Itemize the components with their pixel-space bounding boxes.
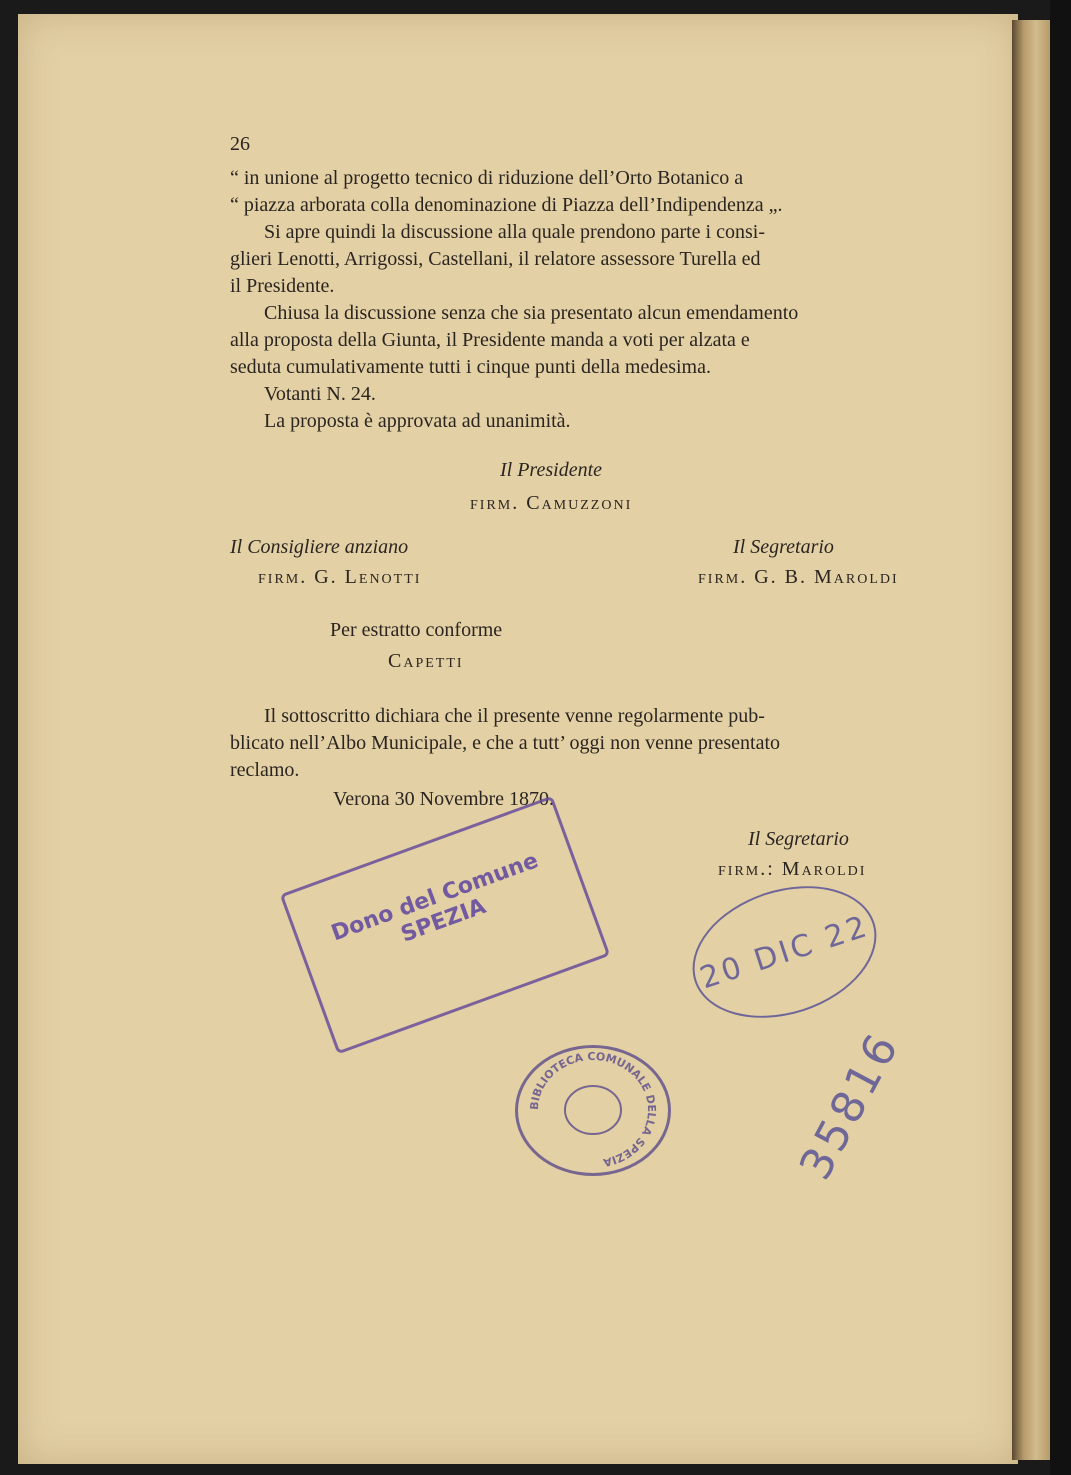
declaration-line-1: Il sottoscritto dichiara che il presente venne regolarmente pub-: [264, 705, 765, 727]
declaration-segretario-title: Il Segretario: [748, 828, 849, 850]
page-number: 26: [230, 133, 250, 155]
book-spine: [1012, 20, 1052, 1460]
scan-edge: [1050, 0, 1071, 1475]
presidente-name: firm. Camuzzoni: [470, 492, 633, 514]
svg-text:BIBLIOTECA COMUNALE DELLA SPEZ: [528, 1050, 658, 1169]
seal-text: BIBLIOTECA COMUNALE DELLA SPEZIA: [527, 1049, 659, 1170]
declaration-segretario-name: firm.: Maroldi: [718, 858, 867, 880]
body-line-1: “ in unione al progetto tecnico di riduzione dell’Orto Botanico a: [230, 167, 744, 189]
body-line-9: Votanti N. 24.: [264, 383, 376, 405]
consigliere-title: Il Consigliere anziano: [230, 536, 409, 558]
body-line-8: seduta cumulativamente tutti i cinque punti della medesima.: [230, 356, 711, 378]
body-line-4: glieri Lenotti, Arrigossi, Castellani, il relatore assessore Turella ed: [230, 248, 761, 270]
extract-line-1: Per estratto conforme: [330, 619, 503, 641]
library-donation-stamp: Dono del Comune SPEZIA: [280, 796, 611, 1055]
body-line-5: il Presidente.: [230, 275, 335, 297]
body-line-2: “ piazza arborata colla denominazione di Piazza dell’Indipendenza „.: [230, 194, 783, 216]
body-line-6: Chiusa la discussione senza che sia presentato alcun emendamento: [264, 302, 799, 324]
declaration-line-3: reclamo.: [230, 759, 300, 781]
segretario-title: Il Segretario: [733, 536, 834, 558]
presidente-title: Il Presidente: [500, 459, 603, 481]
date-stamp: 20 DIC 22: [675, 864, 893, 1040]
segretario-name: firm. G. B. Maroldi: [698, 566, 899, 588]
library-seal: [515, 1045, 671, 1176]
inventory-number: 35816: [789, 1022, 911, 1189]
extract-line-2: Capetti: [388, 650, 464, 672]
declaration-date: Verona 30 Novembre 1870.: [333, 788, 555, 810]
body-line-7: alla proposta della Giunta, il Presidente manda a voti per alzata e: [230, 329, 750, 351]
body-line-3: Si apre quindi la discussione alla quale prendono parte i consi-: [264, 221, 765, 243]
consigliere-name: firm. G. Lenotti: [258, 566, 422, 588]
declaration-line-2: blicato nell’Albo Municipale, e che a tutt’ oggi non venne presentato: [230, 732, 781, 754]
body-line-10: La proposta è approvata ad unanimità.: [264, 410, 571, 432]
